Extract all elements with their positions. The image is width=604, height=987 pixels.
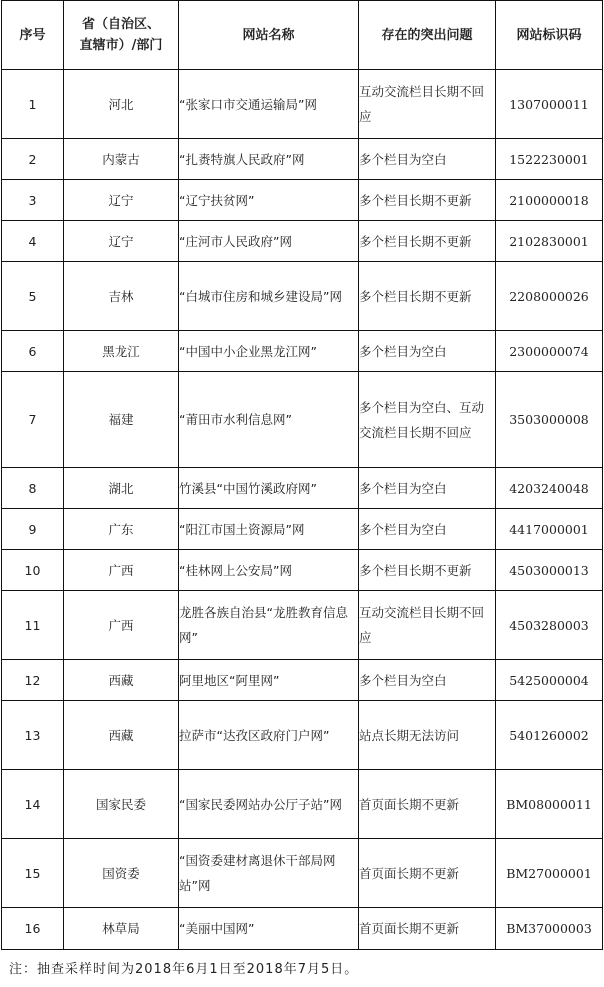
cell-issue: 多个栏目为空白 (359, 660, 496, 701)
cell-seq: 4 (2, 221, 64, 262)
cell-site: 竹溪县“中国竹溪政府网” (179, 468, 359, 509)
cell-seq: 16 (2, 908, 64, 950)
cell-region: 辽宁 (64, 180, 179, 221)
cell-region: 辽宁 (64, 221, 179, 262)
cell-code: 1307000011 (496, 70, 603, 139)
cell-region: 湖北 (64, 468, 179, 509)
cell-region: 西藏 (64, 660, 179, 701)
cell-code: 1522230001 (496, 139, 603, 180)
cell-site: 拉萨市“达孜区政府门户网” (179, 701, 359, 770)
table-row (2, 701, 603, 770)
table-row (2, 221, 603, 262)
cell-code: 2208000026 (496, 262, 603, 331)
table-row (2, 139, 603, 180)
cell-site: “张家口市交通运输局”网 (179, 70, 359, 139)
cell-code: 5401260002 (496, 701, 603, 770)
cell-site: “美丽中国网” (179, 908, 359, 950)
cell-issue: 多个栏目长期不更新 (359, 221, 496, 262)
cell-code: 4503280003 (496, 591, 603, 660)
cell-seq: 5 (2, 262, 64, 331)
cell-issue: 多个栏目长期不更新 (359, 262, 496, 331)
cell-code: 4503000013 (496, 550, 603, 591)
header-code: 网站标识码 (496, 1, 603, 70)
table-row (2, 660, 603, 701)
cell-issue: 多个栏目长期不更新 (359, 180, 496, 221)
table-row (2, 331, 603, 372)
header-issue: 存在的突出问题 (359, 1, 496, 70)
cell-issue: 首页面长期不更新 (359, 770, 496, 839)
cell-site: “桂林网上公安局”网 (179, 550, 359, 591)
cell-issue: 首页面长期不更新 (359, 839, 496, 908)
cell-issue: 互动交流栏目长期不回应 (359, 70, 496, 139)
cell-code: 2102830001 (496, 221, 603, 262)
cell-seq: 2 (2, 139, 64, 180)
cell-issue: 多个栏目为空白 (359, 468, 496, 509)
cell-issue: 多个栏目长期不更新 (359, 550, 496, 591)
cell-issue: 首页面长期不更新 (359, 908, 496, 950)
cell-region: 福建 (64, 372, 179, 468)
header-seq: 序号 (2, 1, 64, 70)
table-row (2, 180, 603, 221)
cell-seq: 1 (2, 70, 64, 139)
cell-seq: 12 (2, 660, 64, 701)
table-row (2, 908, 603, 950)
cell-region: 广西 (64, 550, 179, 591)
cell-seq: 11 (2, 591, 64, 660)
table-row (2, 770, 603, 839)
cell-region: 国资委 (64, 839, 179, 908)
cell-code: 5425000004 (496, 660, 603, 701)
table-row (2, 468, 603, 509)
cell-code: 3503000008 (496, 372, 603, 468)
table-row (2, 550, 603, 591)
cell-issue: 站点长期无法访问 (359, 701, 496, 770)
cell-code: BM37000003 (496, 908, 603, 950)
cell-region: 西藏 (64, 701, 179, 770)
cell-site: “扎赉特旗人民政府”网 (179, 139, 359, 180)
table-row (2, 839, 603, 908)
table-row (2, 591, 603, 660)
cell-seq: 14 (2, 770, 64, 839)
cell-seq: 7 (2, 372, 64, 468)
websites-table (1, 0, 603, 950)
cell-seq: 10 (2, 550, 64, 591)
cell-issue: 多个栏目为空白 (359, 139, 496, 180)
cell-issue: 多个栏目为空白 (359, 331, 496, 372)
header-site: 网站名称 (179, 1, 359, 70)
table-row (2, 262, 603, 331)
cell-code: 4417000001 (496, 509, 603, 550)
footnote: 注：抽查采样时间为2018年6月1日至2018年7月5日。 (9, 962, 359, 977)
cell-issue: 互动交流栏目长期不回应 (359, 591, 496, 660)
cell-site: “国家民委网站办公厅子站”网 (179, 770, 359, 839)
cell-seq: 3 (2, 180, 64, 221)
cell-seq: 6 (2, 331, 64, 372)
header-region: 省（自治区、直辖市）/部门 (64, 1, 179, 70)
cell-site: “国资委建材离退休干部局网站”网 (179, 839, 359, 908)
cell-region: 广东 (64, 509, 179, 550)
cell-region: 广西 (64, 591, 179, 660)
cell-code: BM08000011 (496, 770, 603, 839)
cell-code: 4203240048 (496, 468, 603, 509)
table-row (2, 372, 603, 468)
table-row (2, 70, 603, 139)
header-row (2, 1, 603, 70)
cell-seq: 15 (2, 839, 64, 908)
cell-region: 河北 (64, 70, 179, 139)
cell-seq: 9 (2, 509, 64, 550)
cell-seq: 13 (2, 701, 64, 770)
cell-region: 林草局 (64, 908, 179, 950)
cell-region: 吉林 (64, 262, 179, 331)
table-row (2, 509, 603, 550)
cell-seq: 8 (2, 468, 64, 509)
cell-region: 内蒙古 (64, 139, 179, 180)
cell-issue: 多个栏目为空白 (359, 509, 496, 550)
cell-code: 2300000074 (496, 331, 603, 372)
cell-region: 国家民委 (64, 770, 179, 839)
cell-code: BM27000001 (496, 839, 603, 908)
cell-code: 2100000018 (496, 180, 603, 221)
cell-site: 阿里地区“阿里网” (179, 660, 359, 701)
cell-site: “白城市住房和城乡建设局”网 (179, 262, 359, 331)
cell-site: “中国中小企业黑龙江网” (179, 331, 359, 372)
cell-region: 黑龙江 (64, 331, 179, 372)
cell-site: “庄河市人民政府”网 (179, 221, 359, 262)
cell-site: 龙胜各族自治县“龙胜教育信息网” (179, 591, 359, 660)
cell-issue: 多个栏目为空白、互动交流栏目长期不回应 (359, 372, 496, 468)
cell-site: “辽宁扶贫网” (179, 180, 359, 221)
table-body (2, 70, 603, 950)
cell-site: “阳江市国土资源局”网 (179, 509, 359, 550)
cell-site: “莆田市水利信息网” (179, 372, 359, 468)
